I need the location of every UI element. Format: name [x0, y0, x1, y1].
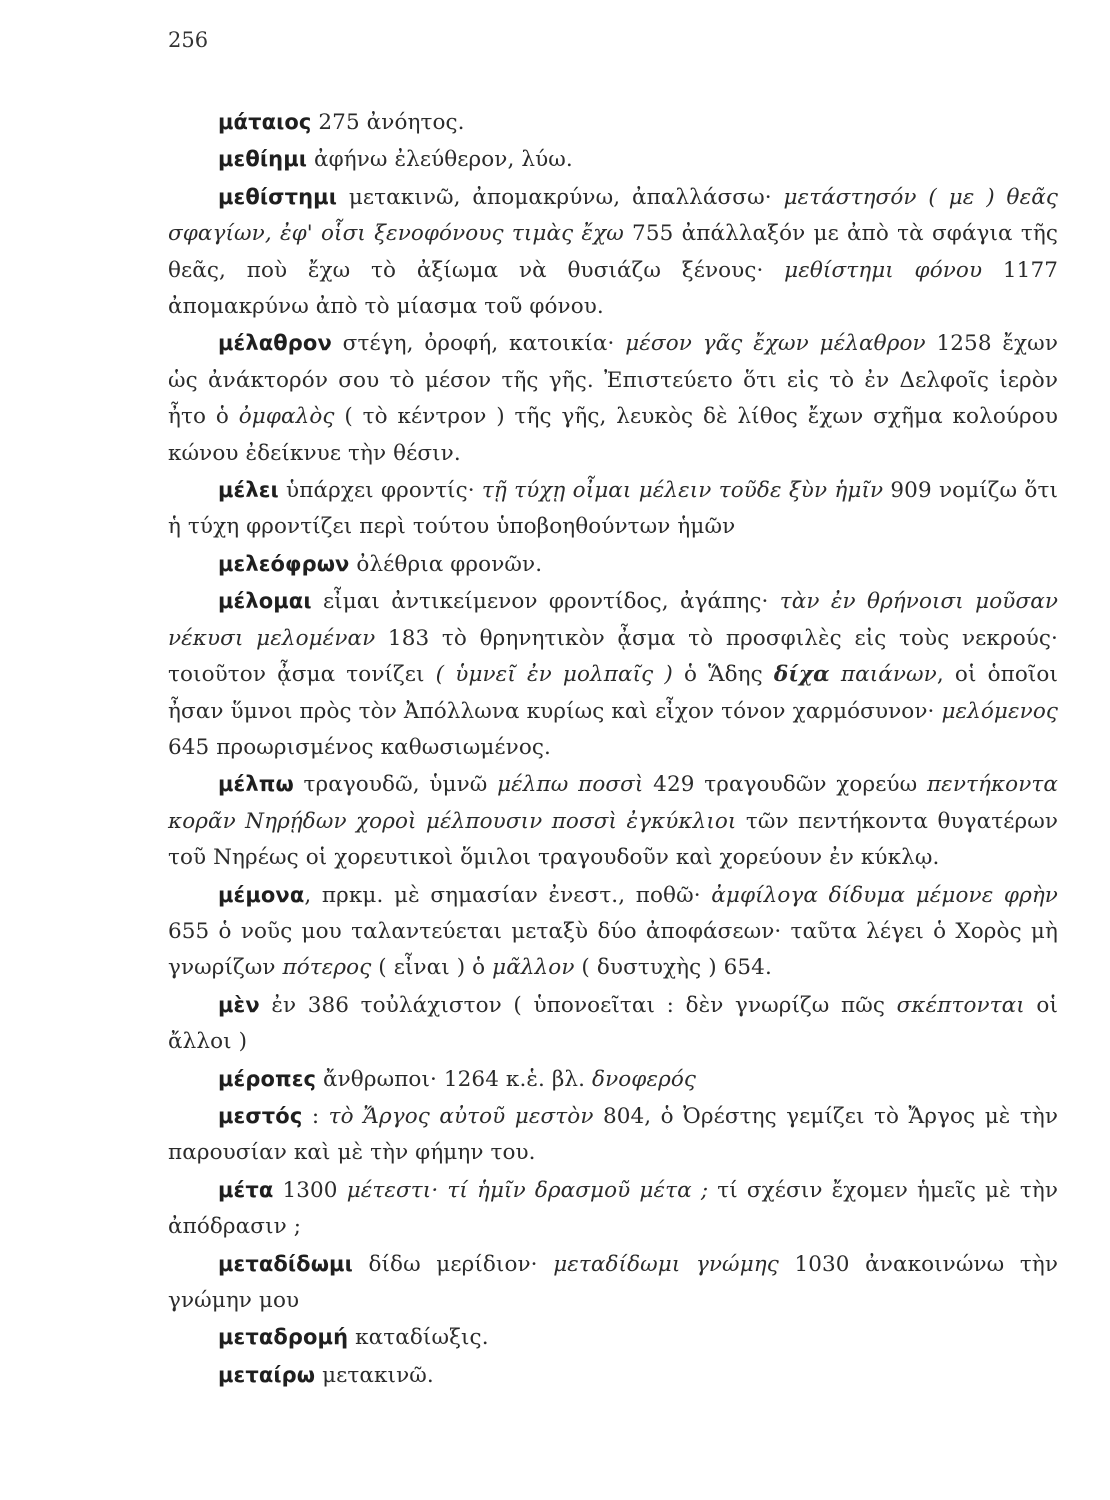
entry-text: 275 ἀνόητος.	[311, 110, 465, 135]
entry-text: στέγη, ὀροφή, κατοικία·	[331, 331, 626, 357]
glossary-entry	[168, 1098, 1058, 1172]
glossary-entry	[168, 877, 1058, 987]
glossary-entry	[168, 1061, 1058, 1098]
entry-text: οἱ ἄλλοι )	[168, 992, 1058, 1055]
glossary-entry	[168, 1319, 1058, 1356]
italic-citation: μέλπω ποσσὶ	[497, 772, 644, 798]
entry-text: ὀλέθρια φρονῶν.	[349, 551, 543, 577]
headword: μεθίημι	[218, 147, 308, 172]
italic-citation: πεντήκοντα κορᾶν Νηρῄδων χοροὶ μέλπουσιν ποσσὶ ἐγκύκλιοι	[168, 772, 1058, 834]
glossary-entry	[168, 583, 1058, 766]
entry-text: 1300	[273, 1177, 347, 1203]
entry-text: 804, ὁ Ὀρέστης γεμίζει τὸ Ἄργος μὲ τὴν παρουσίαν καὶ μὲ τὴν φήμην του.	[168, 1103, 1058, 1166]
entry-text: 1177 ἀπομακρύνω ἀπὸ τὸ μίασμα τοῦ φόνου.	[168, 257, 1058, 320]
entry-text: τραγουδῶ, ὑμνῶ	[293, 772, 498, 798]
glossary-entry	[168, 1246, 1058, 1320]
headword: μεστός	[218, 1103, 303, 1128]
italic-citation: τῇ τύχῃ οἶμαι μέλειν τοῦδε ξὺν ἡμῖν	[481, 478, 884, 504]
page-number: 256	[168, 28, 209, 52]
glossary-entry	[168, 179, 1058, 326]
italic-citation: σκέπτονται	[896, 992, 1025, 1018]
headword: μάταιος	[218, 110, 312, 134]
headword: μεταδρομή	[218, 1325, 349, 1350]
entry-text: 183 τὸ θρηνητικὸν ᾆσμα τὸ προσφιλὲς εἰς τοὺς νεκρούς· τοιοῦτον ᾆσμα τονίζει	[168, 625, 1058, 688]
glossary-entry	[168, 1172, 1058, 1246]
glossary-entry	[168, 325, 1058, 472]
headword: μέτα	[218, 1177, 274, 1202]
entry-text: δίδω μερίδιον·	[352, 1251, 554, 1277]
italic-citation: παιάνων	[840, 662, 937, 688]
headword: μεταδίδωμι	[218, 1251, 353, 1276]
entry-text: 755 ἀπάλλαξόν με ἀπὸ τὰ σφάγια τῆς θεᾶς, ποὺ ἔχω τὸ ἀξίωμα νὰ θυσιάζω ξένους·	[168, 221, 1058, 283]
entry-text	[830, 662, 841, 687]
italic-citation: ( ὑμνεῖ ἐν μολπαῖς )	[435, 662, 673, 688]
glossary-entry	[168, 1357, 1058, 1394]
italic-citation: μεθίστημι φόνου	[784, 257, 983, 283]
entry-text: ἄνθρωποι· 1264 κ.ἑ. βλ.	[316, 1066, 593, 1092]
entry-text: 645 προωρισμένος καθωσιωμένος.	[168, 734, 551, 760]
headword: μέλαθρον	[218, 331, 332, 356]
entry-text: μετακινῶ.	[315, 1362, 434, 1388]
entry-text: ὁ Ἅδης	[672, 662, 774, 688]
glossary-entry	[168, 141, 1058, 178]
glossary-entry	[168, 766, 1058, 876]
headword: μέλπω	[218, 772, 294, 797]
italic-citation: μεταδίδωμι γνώμης	[553, 1251, 779, 1277]
entry-text: καταδίωξις.	[348, 1325, 489, 1351]
glossary-entry	[168, 472, 1058, 546]
headword: μέροπες	[218, 1066, 317, 1091]
entry-text: 655 ὁ νοῦς μου ταλαντεύεται μεταξὺ δύο ἀποφάσεων· ταῦτα λέγει ὁ Χορὸς μὴ γνωρίζων	[168, 918, 1058, 981]
headword: μεθίστημι	[218, 184, 337, 209]
entry-text: ( δυστυχὴς ) 654.	[574, 955, 772, 981]
entry-text: 429 τραγουδῶν χορεύω	[643, 772, 927, 798]
italic-citation: μέσον γᾶς ἔχων μέλαθρον	[625, 331, 926, 357]
glossary-entry	[168, 987, 1058, 1061]
italic-citation: μέτεστι· τί ἡμῖν δρασμοῦ μέτα ;	[346, 1177, 709, 1203]
entry-text: , οἱ ὁποῖοι ἦσαν ὕμνοι πρὸς τὸν Ἀπόλλωνα κυρίως καὶ εἶχον τόνον χαρμόσυνον·	[168, 662, 1059, 724]
entry-text: :	[302, 1103, 329, 1129]
italic-citation: μετάστησόν ( με ) θεᾶς σφαγίων, ἐφ' οἷσι ξενοφόνους τιμὰς ἔχω	[168, 184, 1058, 247]
italic-citation: τὰν ἐν θρήνοισι μοῦσαν νέκυσι μελομέναν	[168, 589, 1059, 651]
entry-text: ( εἶναι ) ὁ	[371, 955, 493, 981]
entry-text: ( τὸ κέντρον ) τῆς γῆς, λευκὸς δὲ λίθος ἔχων σχῆμα κολούρου κώνου ἐδείκνυε τὴν θέσιν.	[168, 404, 1058, 466]
headword: μέλομαι	[218, 589, 312, 614]
entry-text: μετακινῶ, ἀπομακρύνω, ἀπαλλάσσω·	[337, 184, 784, 210]
italic-citation: ἀμφίλογα δίδυμα μέμονε φρὴν	[711, 882, 1058, 908]
entry-text: 909 νομίζω ὅτι ἡ τύχη φροντίζει περὶ τούτου ὑποβοηθούντων ἡμῶν	[168, 478, 1058, 540]
entry-text: ἐν 386 τοὐλάχιστον ( ὑπονοεῖται : δὲν γνωρίζω πῶς	[259, 992, 897, 1018]
bold-italic-text: δίχα	[773, 662, 830, 688]
entry-text: 1030 ἀνακοινώνω τὴν γνώμην μου	[168, 1251, 1058, 1313]
headword: μελεόφρων	[218, 551, 350, 576]
italic-citation: τὸ Ἄργος αὐτοῦ μεστὸν	[328, 1103, 594, 1129]
entry-text: 1258 ἔχων ὡς ἀνάκτορόν σου τὸ μέσον τῆς γῆς. Ἐπιστεύετο ὅτι εἰς τὸ ἐν Δελφοῖς ἱερὸν ἦτο ὁ	[168, 331, 1058, 430]
entry-text: τί σχέσιν ἔχομεν ἡμεῖς μὲ τὴν ἀπόδρασιν ;	[168, 1177, 1059, 1240]
entry-text: , πρκμ. μὲ σημασίαν ἐνεστ., ποθῶ·	[304, 882, 712, 908]
italic-citation: ὀμφαλὸς	[238, 404, 335, 430]
italic-citation: δνοφερός	[592, 1066, 697, 1092]
italic-citation: πότερος	[282, 955, 372, 981]
italic-citation: μᾶλλον	[492, 955, 575, 981]
headword: μεταίρω	[218, 1362, 316, 1387]
italic-citation: μελόμενος	[941, 698, 1058, 724]
glossary-entries	[168, 104, 1058, 1394]
glossary-entry	[168, 546, 1058, 583]
entry-text: εἶμαι ἀντικείμενον φροντίδος, ἀγάπης·	[311, 589, 780, 615]
headword: μέλει	[218, 478, 279, 503]
entry-text: ἀφήνω ἐλεύθερον, λύω.	[307, 147, 573, 173]
glossary-entry	[168, 104, 1058, 141]
entry-text: τῶν πεντήκοντα θυγατέρων τοῦ Νηρέως οἱ χορευτικοὶ ὅμιλοι τραγουδοῦν καὶ χορεύουν ἐν κύκλῳ.	[168, 808, 1058, 871]
entry-text: ὑπάρχει φροντίς·	[278, 478, 482, 504]
headword: μέμονα	[218, 882, 305, 907]
headword: μὲν	[218, 992, 260, 1017]
